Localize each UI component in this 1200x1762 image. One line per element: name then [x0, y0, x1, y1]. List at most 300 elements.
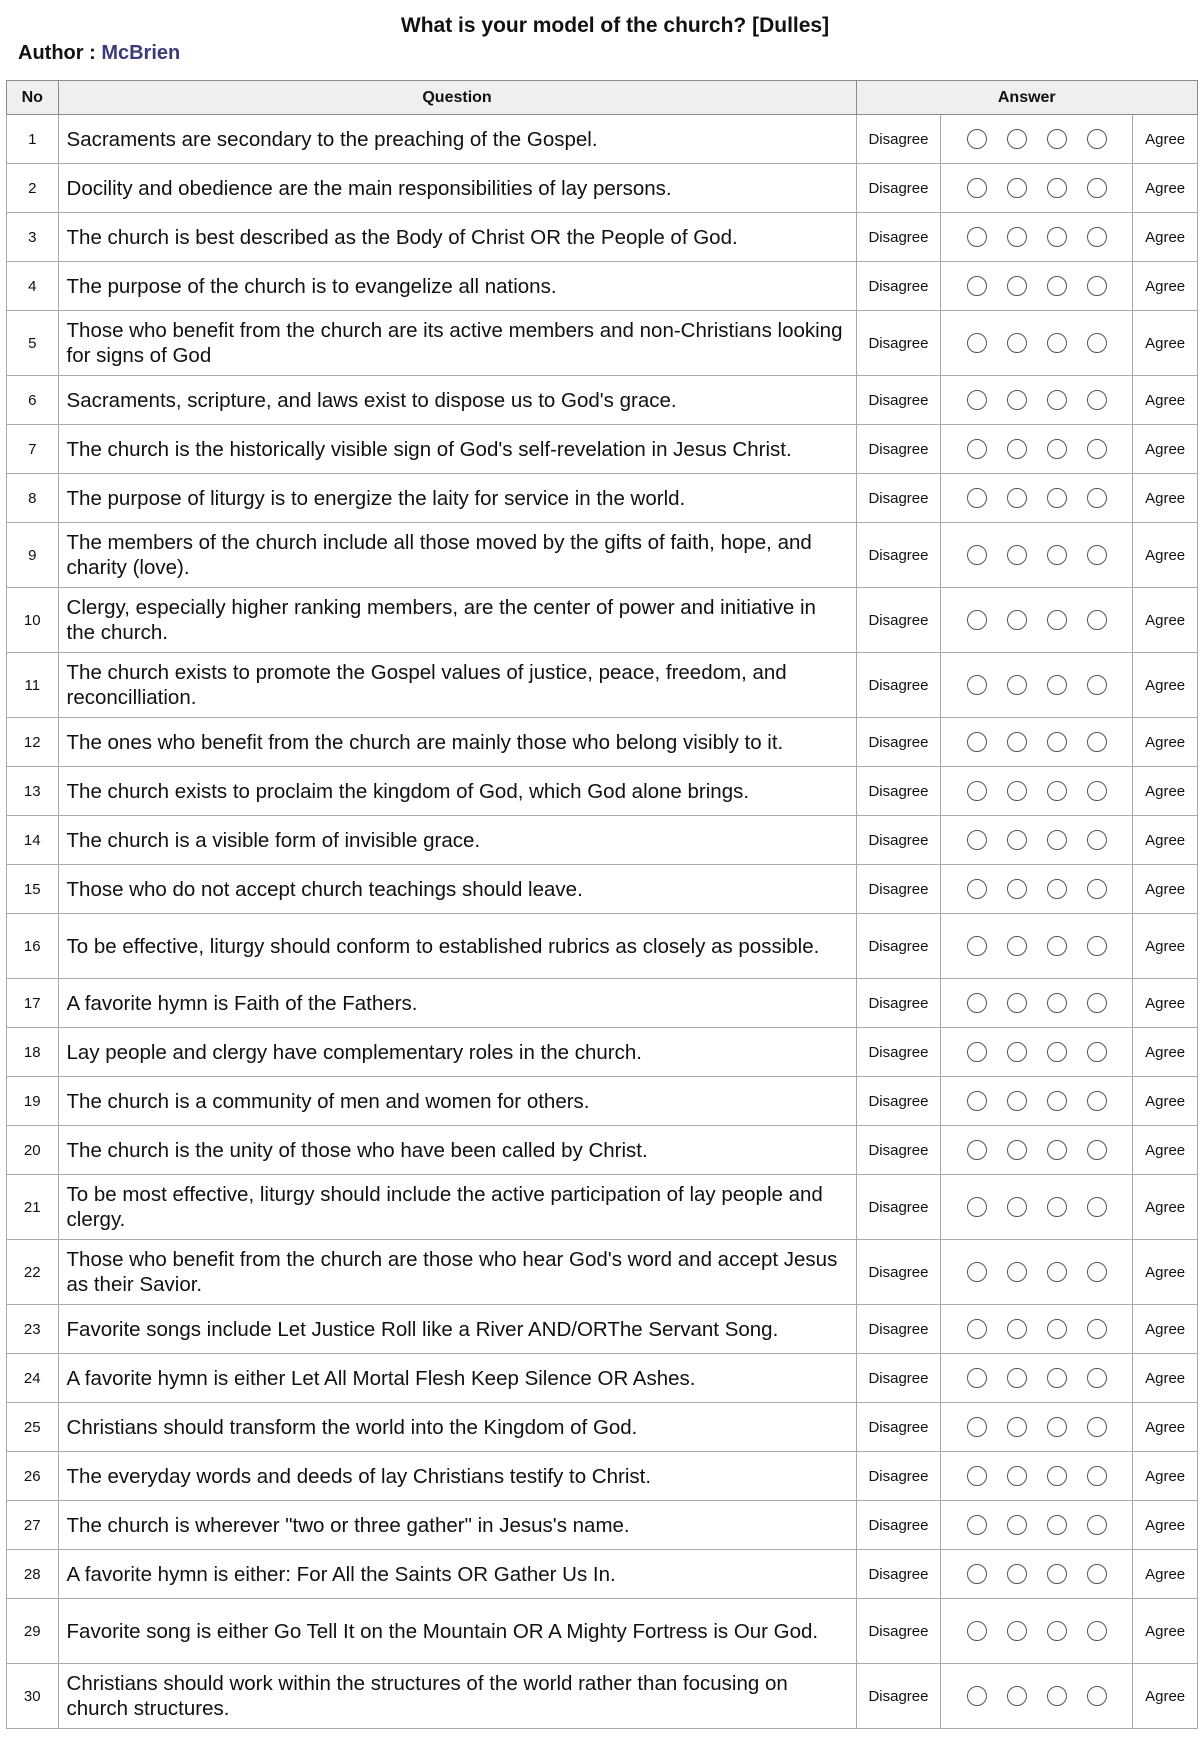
question-row [7, 865, 1198, 914]
disagree-label: Disagree [856, 1305, 941, 1354]
answer-options [941, 1077, 1133, 1126]
radio-group [941, 1515, 1132, 1535]
answer-radio-2[interactable] [1007, 545, 1027, 565]
answer-radio-2[interactable] [1007, 333, 1027, 353]
question-row [7, 1126, 1198, 1175]
question-row [7, 1077, 1198, 1126]
answer-radio-1[interactable] [967, 830, 987, 850]
disagree-label: Disagree [856, 588, 941, 653]
radio-group [941, 675, 1132, 695]
disagree-label: Disagree [856, 1501, 941, 1550]
answer-radio-3[interactable] [1047, 276, 1067, 296]
question-number: 26 [7, 1452, 59, 1501]
radio-group [941, 227, 1132, 247]
answer-radio-1[interactable] [967, 1686, 987, 1706]
answer-radio-2[interactable] [1007, 227, 1027, 247]
header-answer: Answer [856, 81, 1197, 115]
survey-table [6, 80, 1198, 1729]
question-row [7, 1305, 1198, 1354]
answer-radio-3[interactable] [1047, 1515, 1067, 1535]
radio-group [941, 1042, 1132, 1062]
question-row [7, 1550, 1198, 1599]
question-row [7, 653, 1198, 718]
radio-group [941, 781, 1132, 801]
answer-radio-2[interactable] [1007, 1319, 1027, 1339]
answer-radio-4[interactable] [1087, 610, 1107, 630]
answer-options [941, 816, 1133, 865]
radio-group [941, 1319, 1132, 1339]
author-label: Author : [18, 42, 96, 64]
answer-options [941, 311, 1133, 376]
agree-label: Agree [1133, 914, 1198, 979]
radio-group [941, 545, 1132, 565]
answer-radio-2[interactable] [1007, 1466, 1027, 1486]
answer-radio-4[interactable] [1087, 936, 1107, 956]
answer-radio-2[interactable] [1007, 1515, 1027, 1535]
disagree-label: Disagree [856, 164, 941, 213]
question-row [7, 262, 1198, 311]
question-text: Favorite songs include Let Justice Roll like a River AND/ORThe Servant Song. [58, 1305, 856, 1354]
answer-radio-1[interactable] [967, 1319, 987, 1339]
answer-radio-3[interactable] [1047, 1091, 1067, 1111]
answer-radio-4[interactable] [1087, 1417, 1107, 1437]
answer-radio-2[interactable] [1007, 178, 1027, 198]
answer-radio-3[interactable] [1047, 610, 1067, 630]
disagree-label: Disagree [856, 213, 941, 262]
answer-options [941, 1126, 1133, 1175]
answer-radio-3[interactable] [1047, 333, 1067, 353]
disagree-label: Disagree [856, 523, 941, 588]
agree-label: Agree [1133, 311, 1198, 376]
answer-radio-1[interactable] [967, 732, 987, 752]
answer-radio-2[interactable] [1007, 936, 1027, 956]
question-text: Favorite song is either Go Tell It on the Mountain OR A Mighty Fortress is Our God. [58, 1599, 856, 1664]
answer-radio-2[interactable] [1007, 781, 1027, 801]
answer-radio-1[interactable] [967, 178, 987, 198]
answer-radio-4[interactable] [1087, 1091, 1107, 1111]
question-text: The purpose of liturgy is to energize the laity for service in the world. [58, 474, 856, 523]
question-row [7, 588, 1198, 653]
disagree-label: Disagree [856, 1354, 941, 1403]
answer-options [941, 1550, 1133, 1599]
question-number: 14 [7, 816, 59, 865]
answer-radio-3[interactable] [1047, 781, 1067, 801]
question-number: 13 [7, 767, 59, 816]
question-text: The purpose of the church is to evangelize all nations. [58, 262, 856, 311]
answer-options [941, 718, 1133, 767]
agree-label: Agree [1133, 1452, 1198, 1501]
answer-options [941, 1501, 1133, 1550]
answer-radio-4[interactable] [1087, 545, 1107, 565]
answer-radio-3[interactable] [1047, 1466, 1067, 1486]
agree-label: Agree [1133, 816, 1198, 865]
answer-options [941, 653, 1133, 718]
answer-options [941, 1354, 1133, 1403]
answer-options [941, 865, 1133, 914]
answer-radio-1[interactable] [967, 488, 987, 508]
answer-radio-4[interactable] [1087, 732, 1107, 752]
radio-group [941, 1466, 1132, 1486]
question-text: Christians should transform the world into the Kingdom of God. [58, 1403, 856, 1452]
answer-radio-2[interactable] [1007, 1140, 1027, 1160]
answer-radio-4[interactable] [1087, 1368, 1107, 1388]
question-number: 22 [7, 1240, 59, 1305]
question-text: Clergy, especially higher ranking members, are the center of power and initiative in the church. [58, 588, 856, 653]
answer-options [941, 1028, 1133, 1077]
answer-radio-3[interactable] [1047, 1368, 1067, 1388]
question-text: To be most effective, liturgy should include the active participation of lay people and clergy. [58, 1175, 856, 1240]
answer-radio-1[interactable] [967, 390, 987, 410]
radio-group [941, 1140, 1132, 1160]
agree-label: Agree [1133, 1599, 1198, 1664]
answer-radio-2[interactable] [1007, 390, 1027, 410]
answer-radio-4[interactable] [1087, 1042, 1107, 1062]
answer-radio-3[interactable] [1047, 732, 1067, 752]
agree-label: Agree [1133, 1501, 1198, 1550]
question-number: 28 [7, 1550, 59, 1599]
answer-radio-2[interactable] [1007, 488, 1027, 508]
question-text: Those who benefit from the church are its active members and non-Christians looking for signs of God [58, 311, 856, 376]
agree-label: Agree [1133, 1550, 1198, 1599]
radio-group [941, 1621, 1132, 1641]
answer-options [941, 1664, 1133, 1729]
radio-group [941, 178, 1132, 198]
question-text: The ones who benefit from the church are mainly those who belong visibly to it. [58, 718, 856, 767]
answer-radio-1[interactable] [967, 276, 987, 296]
answer-radio-3[interactable] [1047, 390, 1067, 410]
question-number: 11 [7, 653, 59, 718]
question-number: 9 [7, 523, 59, 588]
answer-radio-4[interactable] [1087, 1515, 1107, 1535]
agree-label: Agree [1133, 588, 1198, 653]
question-number: 19 [7, 1077, 59, 1126]
answer-radio-4[interactable] [1087, 1686, 1107, 1706]
answer-radio-3[interactable] [1047, 936, 1067, 956]
disagree-label: Disagree [856, 376, 941, 425]
answer-radio-3[interactable] [1047, 1262, 1067, 1282]
answer-radio-1[interactable] [967, 1466, 987, 1486]
question-number: 6 [7, 376, 59, 425]
answer-options [941, 425, 1133, 474]
answer-radio-4[interactable] [1087, 781, 1107, 801]
question-number: 29 [7, 1599, 59, 1664]
agree-label: Agree [1133, 523, 1198, 588]
answer-radio-4[interactable] [1087, 1262, 1107, 1282]
question-number: 20 [7, 1126, 59, 1175]
answer-radio-2[interactable] [1007, 276, 1027, 296]
answer-radio-3[interactable] [1047, 1564, 1067, 1584]
question-text: The everyday words and deeds of lay Christians testify to Christ. [58, 1452, 856, 1501]
radio-group [941, 993, 1132, 1013]
agree-label: Agree [1133, 1240, 1198, 1305]
answer-options [941, 474, 1133, 523]
answer-radio-4[interactable] [1087, 1319, 1107, 1339]
answer-radio-4[interactable] [1087, 178, 1107, 198]
answer-radio-2[interactable] [1007, 610, 1027, 630]
answer-radio-4[interactable] [1087, 879, 1107, 899]
question-text: The church exists to proclaim the kingdom of God, which God alone brings. [58, 767, 856, 816]
answer-radio-1[interactable] [967, 1091, 987, 1111]
agree-label: Agree [1133, 262, 1198, 311]
answer-radio-1[interactable] [967, 1197, 987, 1217]
answer-options [941, 588, 1133, 653]
question-number: 7 [7, 425, 59, 474]
author-line [18, 42, 180, 65]
question-number: 23 [7, 1305, 59, 1354]
answer-options [941, 376, 1133, 425]
radio-group [941, 610, 1132, 630]
answer-radio-3[interactable] [1047, 488, 1067, 508]
question-text: The church is a visible form of invisible grace. [58, 816, 856, 865]
author-link[interactable]: McBrien [101, 42, 181, 64]
answer-radio-1[interactable] [967, 1564, 987, 1584]
agree-label: Agree [1133, 1664, 1198, 1729]
question-row [7, 1452, 1198, 1501]
answer-radio-2[interactable] [1007, 1686, 1027, 1706]
disagree-label: Disagree [856, 1028, 941, 1077]
answer-radio-2[interactable] [1007, 1262, 1027, 1282]
question-text: Those who benefit from the church are those who hear God's word and accept Jesus as their Savior. [58, 1240, 856, 1305]
question-row [7, 767, 1198, 816]
answer-radio-2[interactable] [1007, 1197, 1027, 1217]
radio-group [941, 830, 1132, 850]
radio-group [941, 1091, 1132, 1111]
agree-label: Agree [1133, 1028, 1198, 1077]
question-number: 5 [7, 311, 59, 376]
agree-label: Agree [1133, 865, 1198, 914]
answer-radio-4[interactable] [1087, 390, 1107, 410]
disagree-label: Disagree [856, 115, 941, 164]
question-row [7, 1664, 1198, 1729]
answer-radio-1[interactable] [967, 1042, 987, 1062]
question-text: To be effective, liturgy should conform to established rubrics as closely as possible. [58, 914, 856, 979]
answer-radio-2[interactable] [1007, 439, 1027, 459]
question-number: 1 [7, 115, 59, 164]
answer-radio-3[interactable] [1047, 1197, 1067, 1217]
answer-radio-3[interactable] [1047, 1621, 1067, 1641]
question-number: 27 [7, 1501, 59, 1550]
disagree-label: Disagree [856, 1599, 941, 1664]
question-row [7, 1354, 1198, 1403]
disagree-label: Disagree [856, 816, 941, 865]
disagree-label: Disagree [856, 311, 941, 376]
disagree-label: Disagree [856, 1452, 941, 1501]
answer-radio-2[interactable] [1007, 675, 1027, 695]
question-text: A favorite hymn is either Let All Mortal Flesh Keep Silence OR Ashes. [58, 1354, 856, 1403]
question-number: 21 [7, 1175, 59, 1240]
question-row [7, 1501, 1198, 1550]
answer-radio-1[interactable] [967, 1368, 987, 1388]
answer-radio-2[interactable] [1007, 1368, 1027, 1388]
question-number: 4 [7, 262, 59, 311]
answer-radio-3[interactable] [1047, 1417, 1067, 1437]
page-title: What is your model of the church? [Dulles] [400, 14, 830, 37]
answer-radio-1[interactable] [967, 227, 987, 247]
agree-label: Agree [1133, 718, 1198, 767]
answer-radio-3[interactable] [1047, 1319, 1067, 1339]
question-row [7, 523, 1198, 588]
answer-options [941, 1452, 1133, 1501]
question-row [7, 914, 1198, 979]
question-text: The church is the unity of those who have been called by Christ. [58, 1126, 856, 1175]
radio-group [941, 1197, 1132, 1217]
agree-label: Agree [1133, 213, 1198, 262]
radio-group [941, 390, 1132, 410]
answer-radio-4[interactable] [1087, 227, 1107, 247]
disagree-label: Disagree [856, 979, 941, 1028]
radio-group [941, 1417, 1132, 1437]
answer-radio-1[interactable] [967, 1621, 987, 1641]
answer-radio-1[interactable] [967, 993, 987, 1013]
question-number: 2 [7, 164, 59, 213]
answer-radio-3[interactable] [1047, 129, 1067, 149]
question-text: The church is best described as the Body of Christ OR the People of God. [58, 213, 856, 262]
question-row [7, 164, 1198, 213]
radio-group [941, 732, 1132, 752]
question-number: 25 [7, 1403, 59, 1452]
radio-group [941, 488, 1132, 508]
answer-radio-1[interactable] [967, 610, 987, 630]
answer-radio-1[interactable] [967, 879, 987, 899]
agree-label: Agree [1133, 767, 1198, 816]
survey-body [7, 115, 1198, 1729]
disagree-label: Disagree [856, 262, 941, 311]
answer-options [941, 1175, 1133, 1240]
question-row [7, 213, 1198, 262]
agree-label: Agree [1133, 1305, 1198, 1354]
header-no: No [7, 81, 59, 115]
disagree-label: Disagree [856, 425, 941, 474]
question-row [7, 1240, 1198, 1305]
question-row [7, 115, 1198, 164]
answer-options [941, 115, 1133, 164]
question-text: Sacraments are secondary to the preaching of the Gospel. [58, 115, 856, 164]
answer-radio-4[interactable] [1087, 1564, 1107, 1584]
answer-radio-2[interactable] [1007, 732, 1027, 752]
disagree-label: Disagree [856, 1077, 941, 1126]
answer-radio-3[interactable] [1047, 830, 1067, 850]
question-text: The church exists to promote the Gospel values of justice, peace, freedom, and reconcilliation. [58, 653, 856, 718]
answer-radio-1[interactable] [967, 1515, 987, 1535]
answer-radio-3[interactable] [1047, 993, 1067, 1013]
answer-radio-2[interactable] [1007, 1091, 1027, 1111]
answer-radio-4[interactable] [1087, 993, 1107, 1013]
answer-options [941, 1403, 1133, 1452]
agree-label: Agree [1133, 1126, 1198, 1175]
answer-radio-4[interactable] [1087, 1197, 1107, 1217]
radio-group [941, 1368, 1132, 1388]
question-text: A favorite hymn is either: For All the Saints OR Gather Us In. [58, 1550, 856, 1599]
agree-label: Agree [1133, 1175, 1198, 1240]
answer-options [941, 767, 1133, 816]
disagree-label: Disagree [856, 1403, 941, 1452]
header-row [7, 81, 1198, 115]
disagree-label: Disagree [856, 914, 941, 979]
answer-radio-3[interactable] [1047, 439, 1067, 459]
question-number: 24 [7, 1354, 59, 1403]
answer-radio-1[interactable] [967, 129, 987, 149]
answer-radio-3[interactable] [1047, 1042, 1067, 1062]
answer-radio-4[interactable] [1087, 439, 1107, 459]
question-number: 15 [7, 865, 59, 914]
answer-radio-1[interactable] [967, 936, 987, 956]
question-number: 8 [7, 474, 59, 523]
answer-radio-1[interactable] [967, 675, 987, 695]
radio-group [941, 936, 1132, 956]
question-number: 3 [7, 213, 59, 262]
answer-radio-2[interactable] [1007, 1417, 1027, 1437]
answer-radio-4[interactable] [1087, 488, 1107, 508]
disagree-label: Disagree [856, 474, 941, 523]
answer-options [941, 213, 1133, 262]
answer-radio-2[interactable] [1007, 1621, 1027, 1641]
disagree-label: Disagree [856, 767, 941, 816]
answer-radio-3[interactable] [1047, 879, 1067, 899]
answer-radio-3[interactable] [1047, 675, 1067, 695]
agree-label: Agree [1133, 474, 1198, 523]
question-row [7, 816, 1198, 865]
answer-radio-1[interactable] [967, 545, 987, 565]
answer-radio-2[interactable] [1007, 129, 1027, 149]
question-row [7, 311, 1198, 376]
answer-radio-4[interactable] [1087, 1466, 1107, 1486]
disagree-label: Disagree [856, 1240, 941, 1305]
answer-options [941, 262, 1133, 311]
answer-radio-2[interactable] [1007, 879, 1027, 899]
answer-radio-1[interactable] [967, 1417, 987, 1437]
question-text: The church is the historically visible sign of God's self-revelation in Jesus Christ. [58, 425, 856, 474]
answer-radio-2[interactable] [1007, 993, 1027, 1013]
answer-radio-4[interactable] [1087, 675, 1107, 695]
agree-label: Agree [1133, 376, 1198, 425]
answer-radio-2[interactable] [1007, 830, 1027, 850]
question-number: 30 [7, 1664, 59, 1729]
answer-radio-3[interactable] [1047, 545, 1067, 565]
question-row [7, 376, 1198, 425]
answer-radio-4[interactable] [1087, 830, 1107, 850]
question-text: The members of the church include all those moved by the gifts of faith, hope, and charity (love). [58, 523, 856, 588]
answer-radio-1[interactable] [967, 439, 987, 459]
answer-radio-4[interactable] [1087, 129, 1107, 149]
answer-radio-3[interactable] [1047, 1686, 1067, 1706]
answer-radio-4[interactable] [1087, 333, 1107, 353]
answer-radio-4[interactable] [1087, 1621, 1107, 1641]
answer-radio-1[interactable] [967, 1262, 987, 1282]
radio-group [941, 129, 1132, 149]
answer-radio-2[interactable] [1007, 1042, 1027, 1062]
disagree-label: Disagree [856, 1126, 941, 1175]
answer-radio-3[interactable] [1047, 1140, 1067, 1160]
answer-radio-2[interactable] [1007, 1564, 1027, 1584]
question-number: 12 [7, 718, 59, 767]
answer-radio-4[interactable] [1087, 276, 1107, 296]
agree-label: Agree [1133, 1077, 1198, 1126]
question-text: The church is a community of men and women for others. [58, 1077, 856, 1126]
radio-group [941, 439, 1132, 459]
answer-radio-1[interactable] [967, 1140, 987, 1160]
agree-label: Agree [1133, 653, 1198, 718]
answer-radio-1[interactable] [967, 781, 987, 801]
question-row [7, 979, 1198, 1028]
answer-radio-4[interactable] [1087, 1140, 1107, 1160]
disagree-label: Disagree [856, 1550, 941, 1599]
answer-radio-3[interactable] [1047, 227, 1067, 247]
question-number: 17 [7, 979, 59, 1028]
answer-radio-3[interactable] [1047, 178, 1067, 198]
radio-group [941, 1262, 1132, 1282]
question-text: Sacraments, scripture, and laws exist to dispose us to God's grace. [58, 376, 856, 425]
answer-radio-1[interactable] [967, 333, 987, 353]
